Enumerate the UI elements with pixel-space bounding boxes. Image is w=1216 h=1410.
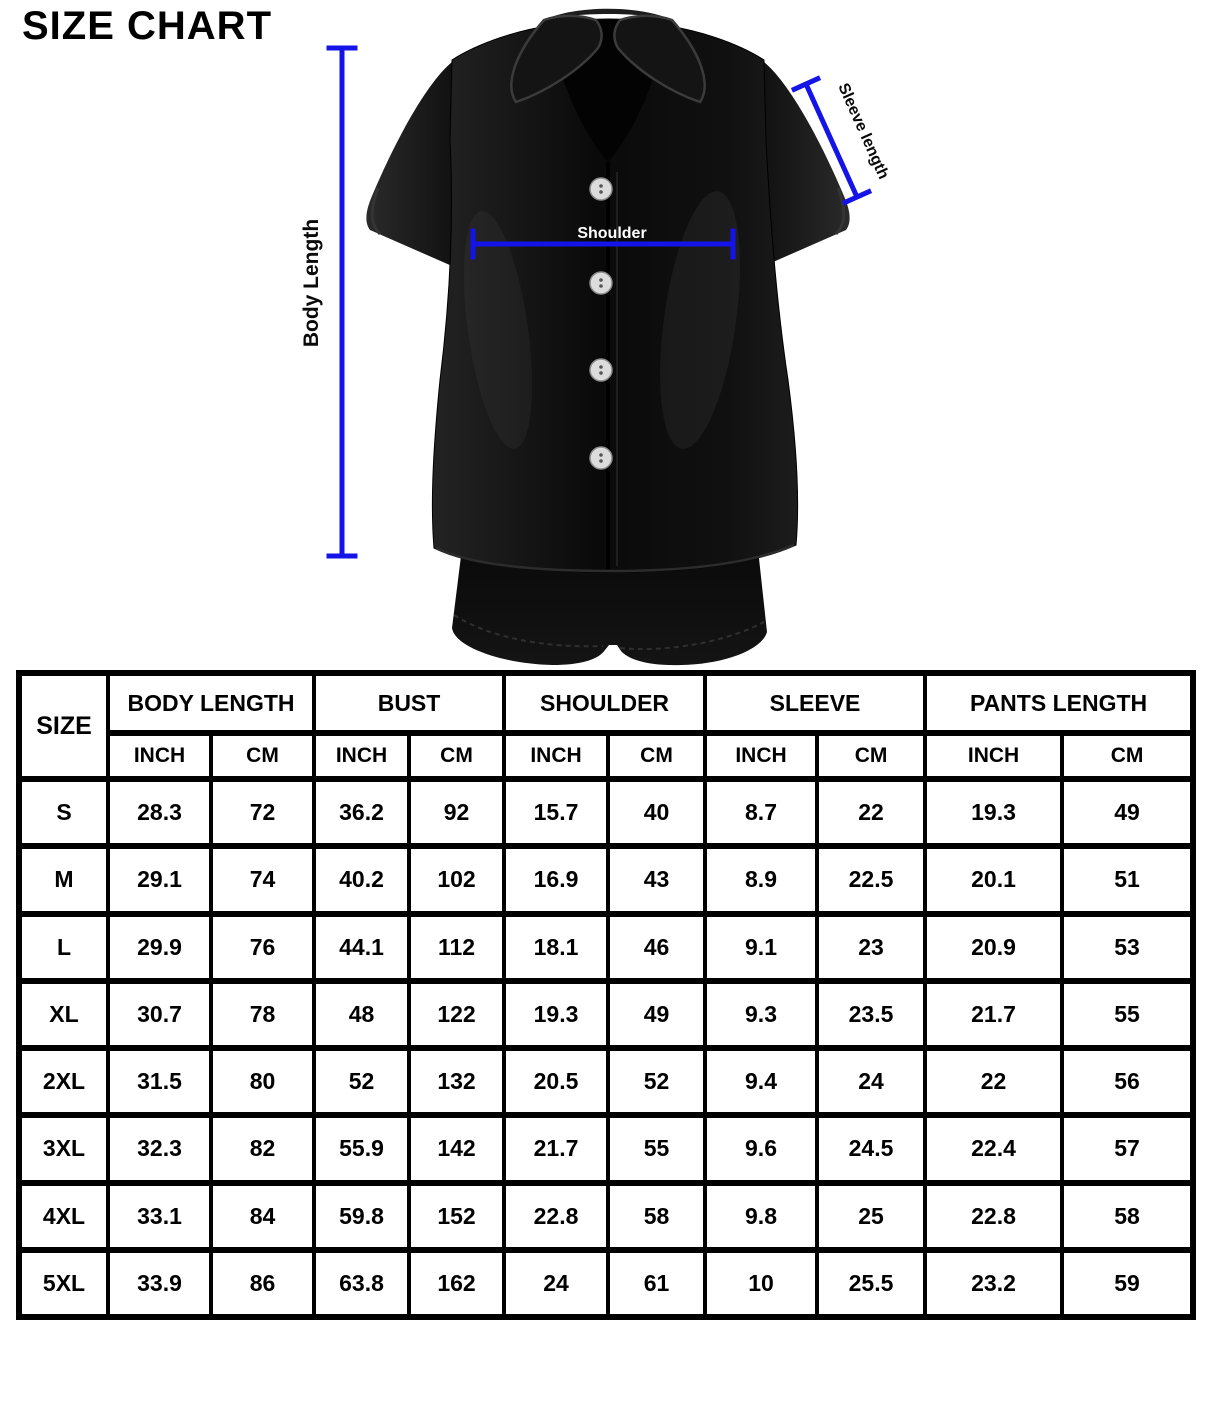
- measurement-cell: 122: [409, 981, 504, 1048]
- sleeve-length-label: Sleeve length: [834, 80, 892, 182]
- measurement-cell: 9.1: [705, 914, 817, 981]
- measurement-cell: 8.9: [705, 846, 817, 913]
- measurement-cell: 25.5: [817, 1250, 925, 1317]
- measurement-cell: 31.5: [108, 1048, 211, 1115]
- measurement-cell: 152: [409, 1183, 504, 1250]
- unit-header-inch: INCH: [108, 733, 211, 779]
- measurement-cell: 49: [1062, 779, 1193, 846]
- table-row: [19, 981, 1193, 1048]
- table-body: [19, 779, 1193, 1317]
- measurement-cell: 162: [409, 1250, 504, 1317]
- measurement-cell: 20.1: [925, 846, 1062, 913]
- measurement-cell: 15.7: [504, 779, 608, 846]
- measurement-cell: 9.6: [705, 1115, 817, 1182]
- measurement-cell: 28.3: [108, 779, 211, 846]
- measurement-cell: 112: [409, 914, 504, 981]
- size-cell: 2XL: [19, 1048, 108, 1115]
- measurement-cell: 86: [211, 1250, 314, 1317]
- body-length-label: Body Length: [300, 218, 323, 348]
- shirt-button: [590, 359, 612, 381]
- size-column-header: SIZE: [19, 673, 108, 779]
- table-row: [19, 846, 1193, 913]
- unit-header-cm: CM: [409, 733, 504, 779]
- measurement-cell: 84: [211, 1183, 314, 1250]
- measurement-cell: 92: [409, 779, 504, 846]
- measurement-cell: 23.2: [925, 1250, 1062, 1317]
- measurement-cell: 25: [817, 1183, 925, 1250]
- measurement-cell: 16.9: [504, 846, 608, 913]
- measurement-cell: 55: [1062, 981, 1193, 1048]
- unit-header-inch: INCH: [705, 733, 817, 779]
- size-cell: 3XL: [19, 1115, 108, 1182]
- size-cell: S: [19, 779, 108, 846]
- measurement-cell: 53: [1062, 914, 1193, 981]
- measurement-cell: 44.1: [314, 914, 409, 981]
- table-row: [19, 914, 1193, 981]
- measurement-cell: 30.7: [108, 981, 211, 1048]
- measurement-cell: 132: [409, 1048, 504, 1115]
- measurement-cell: 61: [608, 1250, 705, 1317]
- measurement-cell: 78: [211, 981, 314, 1048]
- measurement-cell: 21.7: [504, 1115, 608, 1182]
- size-table: [16, 670, 1196, 1320]
- table-header: [19, 673, 1193, 779]
- measurement-cell: 10: [705, 1250, 817, 1317]
- measurement-cell: 58: [1062, 1183, 1193, 1250]
- measurement-cell: 29.1: [108, 846, 211, 913]
- size-cell: 5XL: [19, 1250, 108, 1317]
- measurement-cell: 22.4: [925, 1115, 1062, 1182]
- unit-header-inch: INCH: [504, 733, 608, 779]
- unit-header-cm: CM: [211, 733, 314, 779]
- measurement-cell: 19.3: [504, 981, 608, 1048]
- measurement-cell: 19.3: [925, 779, 1062, 846]
- unit-header-inch: INCH: [925, 733, 1062, 779]
- shirt-button: [590, 178, 612, 200]
- measurement-cell: 24: [817, 1048, 925, 1115]
- measurement-cell: 9.8: [705, 1183, 817, 1250]
- measurement-cell: 40: [608, 779, 705, 846]
- measurement-cell: 23: [817, 914, 925, 981]
- measurement-cell: 48: [314, 981, 409, 1048]
- measurement-cell: 58: [608, 1183, 705, 1250]
- bust-header: BUST: [314, 673, 504, 733]
- measurement-cell: 20.5: [504, 1048, 608, 1115]
- measurement-cell: 43: [608, 846, 705, 913]
- measurement-cell: 33.1: [108, 1183, 211, 1250]
- measurement-cell: 55: [608, 1115, 705, 1182]
- measurement-cell: 82: [211, 1115, 314, 1182]
- body-length-measure-line: [329, 48, 355, 556]
- table-row: [19, 1250, 1193, 1317]
- measurement-cell: 74: [211, 846, 314, 913]
- shoulder-header: SHOULDER: [504, 673, 705, 733]
- measurement-cell: 57: [1062, 1115, 1193, 1182]
- pants-length-header: PANTS LENGTH: [925, 673, 1193, 733]
- measurement-cell: 51: [1062, 846, 1193, 913]
- unit-header-cm: CM: [608, 733, 705, 779]
- size-cell: M: [19, 846, 108, 913]
- measurement-cell: 21.7: [925, 981, 1062, 1048]
- measurement-cell: 76: [211, 914, 314, 981]
- measurement-cell: 24: [504, 1250, 608, 1317]
- measurement-cell: 46: [608, 914, 705, 981]
- measurement-cell: 9.3: [705, 981, 817, 1048]
- measurement-cell: 22.8: [504, 1183, 608, 1250]
- table-row: [19, 1183, 1193, 1250]
- measurement-cell: 52: [608, 1048, 705, 1115]
- size-cell: XL: [19, 981, 108, 1048]
- pajama-measurement-diagram: [0, 0, 1216, 670]
- table-row: [19, 779, 1193, 846]
- measurement-cell: 55.9: [314, 1115, 409, 1182]
- shoulder-label: Shoulder: [577, 225, 647, 242]
- measurement-cell: 63.8: [314, 1250, 409, 1317]
- measurement-cell: 20.9: [925, 914, 1062, 981]
- measurement-cell: 33.9: [108, 1250, 211, 1317]
- page-title: SIZE CHART: [22, 4, 272, 48]
- measurement-cell: 22.8: [925, 1183, 1062, 1250]
- unit-header-inch: INCH: [314, 733, 409, 779]
- measurement-cell: 22: [817, 779, 925, 846]
- size-cell: L: [19, 914, 108, 981]
- unit-header-cm: CM: [1062, 733, 1193, 779]
- table-row: [19, 1048, 1193, 1115]
- sleeve-header: SLEEVE: [705, 673, 925, 733]
- measurement-cell: 142: [409, 1115, 504, 1182]
- measurement-cell: 24.5: [817, 1115, 925, 1182]
- body-length-header: BODY LENGTH: [108, 673, 314, 733]
- unit-header-cm: CM: [817, 733, 925, 779]
- measurement-cell: 80: [211, 1048, 314, 1115]
- measurement-cell: 9.4: [705, 1048, 817, 1115]
- measurement-cell: 36.2: [314, 779, 409, 846]
- size-cell: 4XL: [19, 1183, 108, 1250]
- table-row: [19, 1115, 1193, 1182]
- unit-header-row: [19, 733, 1193, 779]
- measurement-cell: 52: [314, 1048, 409, 1115]
- measurement-cell: 102: [409, 846, 504, 913]
- group-header-row: [19, 673, 1193, 733]
- measurement-cell: 18.1: [504, 914, 608, 981]
- measurement-cell: 22: [925, 1048, 1062, 1115]
- shirt-button: [590, 272, 612, 294]
- measurement-cell: 59.8: [314, 1183, 409, 1250]
- measurement-cell: 22.5: [817, 846, 925, 913]
- shirt-button: [590, 447, 612, 469]
- measurement-cell: 8.7: [705, 779, 817, 846]
- measurement-cell: 49: [608, 981, 705, 1048]
- measurement-cell: 32.3: [108, 1115, 211, 1182]
- measurement-cell: 56: [1062, 1048, 1193, 1115]
- measurement-cell: 40.2: [314, 846, 409, 913]
- measurement-cell: 59: [1062, 1250, 1193, 1317]
- measurement-cell: 72: [211, 779, 314, 846]
- measurement-cell: 29.9: [108, 914, 211, 981]
- measurement-cell: 23.5: [817, 981, 925, 1048]
